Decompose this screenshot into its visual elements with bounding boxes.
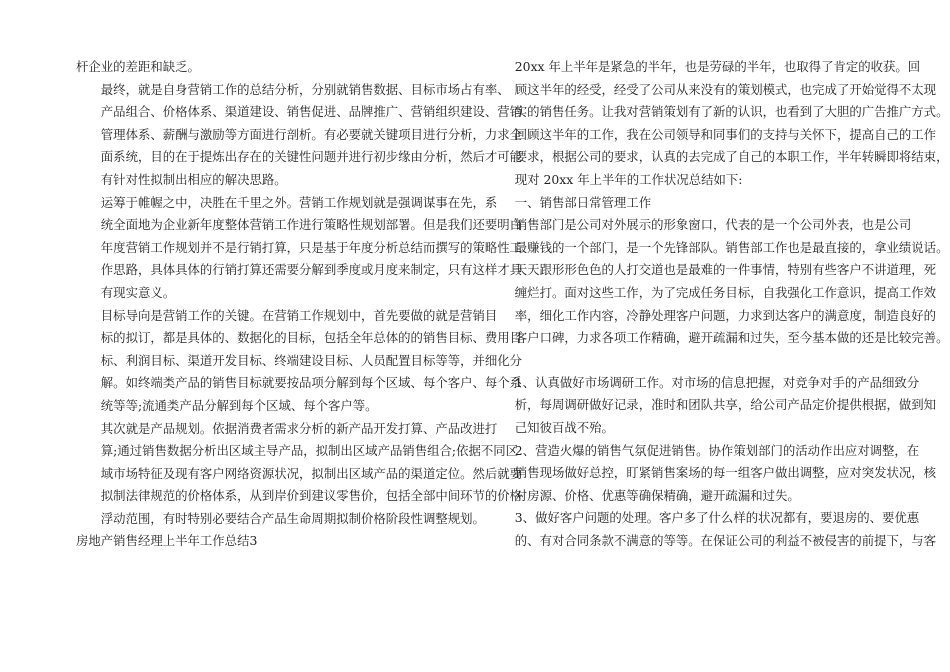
text-line: 标、利润目标、渠道开发目标、终端建设目标、人员配置目标等等，并细化分 [100,352,523,368]
text-line: 作思路，具体具体的行销打算还需要分解到季度或月度来制定，只有这样才具 [100,262,523,278]
text-line: 1、认真做好市场调研工作。对市场的信息把握，对竞争对手的产品细致分 [514,374,920,390]
text-line: 销售现场做好总控，盯紧销售案场的每一组客户做出调整，应对突发状况，核 [514,465,937,481]
text-line: 最终，就是自身营销工作的总结分析，分别就销售数据、目标市场占有率、 [100,81,510,97]
text-line: 统全面地为企业新年度整体营销工作进行策略性规划部署。但是我们还要明白 [100,217,523,233]
text-line: 析，每周调研做好记录，准时和团队共享，给公司产品定价提供根据，做到知 [514,397,937,413]
text-line: 缠烂打。面对这些工作，为了完成任务目标，自我强化工作意识，提高工作效 [514,284,937,300]
section-title [76,530,468,553]
text-line: 2、营造火爆的销售气氛促进销售。协作策划部门的活动作出应对调整，在 [514,442,920,458]
text-line: 天天跟形形色色的人打交道也是最难的一件事情，特别有些客户不讲道理，死 [514,262,937,278]
paragraph-sales-dept [490,214,949,350]
text-line: 算;通过销售数据分析出区域主导产品，拟制出区域产品销售组合;依据不同区 [100,443,519,459]
text-line: 房地产销售经理上半年工作总结3 [76,533,258,549]
text-line: 的、有对合同条款不满意的等等。在保证公司的利益不被侵害的前提下，与客 [514,532,937,548]
paragraph-summary-analysis [76,79,523,192]
text-line: 产品组合、价格体系、渠道建设、销售促进、品牌推广、营销组织建设、营销 [100,104,523,120]
text-line: 浮动范围，有时特别必要结合产品生命周期拟制价格阶段性调整规划。 [100,510,485,526]
text-line: 率，细化工作内容，冷静处理客户问题，力求到达客户的满意度，制造良好的 [514,307,937,323]
left-column [76,56,523,553]
text-line: 杆企业的差距和缺乏。 [76,59,200,74]
text-line: 己知彼百战不殆。 [514,419,614,435]
text-line: 统等等;流通类产品分解到每个区域、每个客户等。 [100,397,378,413]
text-line: 对房源、价格、优惠等确保精确，避开疏漏和过失。 [514,487,800,503]
text-line: 回顾这半年的工作，我在公司领导和同事们的支持与关怀下，提高自己的工作 [514,126,937,142]
text-line: 运筹于帷幄之中，决胜在千里之外。营销工作规划就是强调谋事在先，系 [100,194,498,210]
text-line: 年度营销工作规划并不是行销打算，只是基于年度分析总结而撰写的策略性工 [100,239,523,255]
text-line: 解。如终端类产品的销售目标就要按品项分解到每个区域、每个客户、每个系 [100,375,523,391]
section-heading [490,192,882,215]
list-item-customer-issues [490,507,937,552]
text-line: 管理体系、薪酬与激励等方面进行剖析。有必要就关键项目进行分析，力求全 [100,126,523,142]
paragraph-continuation [76,56,468,79]
text-line: 一、销售部日常管理工作 [514,194,652,210]
text-line: 销售部门是公司对外展示的形象窗口，代表的是一个公司外表，也是公司 [514,217,912,233]
text-line: 顾这半年的经受，经受了公司从来没有的策划模式，也完成了开始觉得不太现 [514,81,937,97]
list-item-sales-atmosphere [490,440,937,508]
text-line: 现对 20xx 年上半年的工作状况总结如下: [514,171,743,187]
text-line: 3、做好客户问题的处理。客户多了什么样的状况都有，要退房的、要优惠 [514,510,920,526]
text-line: 客户口碑，力求各项工作精确，避开疏漏和过失，至今基本做的还是比较完善。 [514,330,949,346]
text-line: 20xx 年上半年是紧急的半年，也是劳碌的半年，也取得了肯定的收获。回 [514,59,921,74]
text-line: 拟制法律规范的价格体系，从到岸价到建议零售价，包括全部中间环节的价格 [100,488,523,504]
paragraph-planning [76,192,523,305]
text-line: 有针对性拟制出相应的解决思路。 [100,171,287,187]
text-line: 域市场特征及现有客户网络资源状况，拟制出区域产品的渠道定位。然后就要 [100,465,523,481]
paragraph-targets [76,305,523,418]
list-item-market-research [490,372,937,440]
text-line: 实的销售任务。让我对营销策划有了新的认识，也看到了大胆的广告推广方式。 [514,104,949,120]
text-line: 目标导向是营销工作的关键。在营销工作规划中，首先要做的就是营销目 [100,307,498,323]
text-line: 标的拟订，都是具体的、数据化的目标，包括全年总体的的销售目标、费用目 [100,330,523,346]
text-line: 面系统，目的在于提炼出存在的关键性问题并进行初步缘由分析，然后才可能 [100,149,523,165]
text-line: 最赚钱的一个部门，是一个先锋部队。销售部工作也是最直接的，拿业绩说话。 [514,239,949,255]
text-line: 要求，根据公司的要求，认真的去完成了自己的本职工作，半年转瞬即将结束， [514,149,949,165]
right-column [490,56,949,552]
paragraph-intro [490,56,949,192]
text-line: 有现实意义。 [100,284,176,300]
text-line: 其次就是产品规划。依据消费者需求分析的新产品开发打算、产品改进打 [100,420,498,436]
paragraph-product-planning [76,418,523,531]
